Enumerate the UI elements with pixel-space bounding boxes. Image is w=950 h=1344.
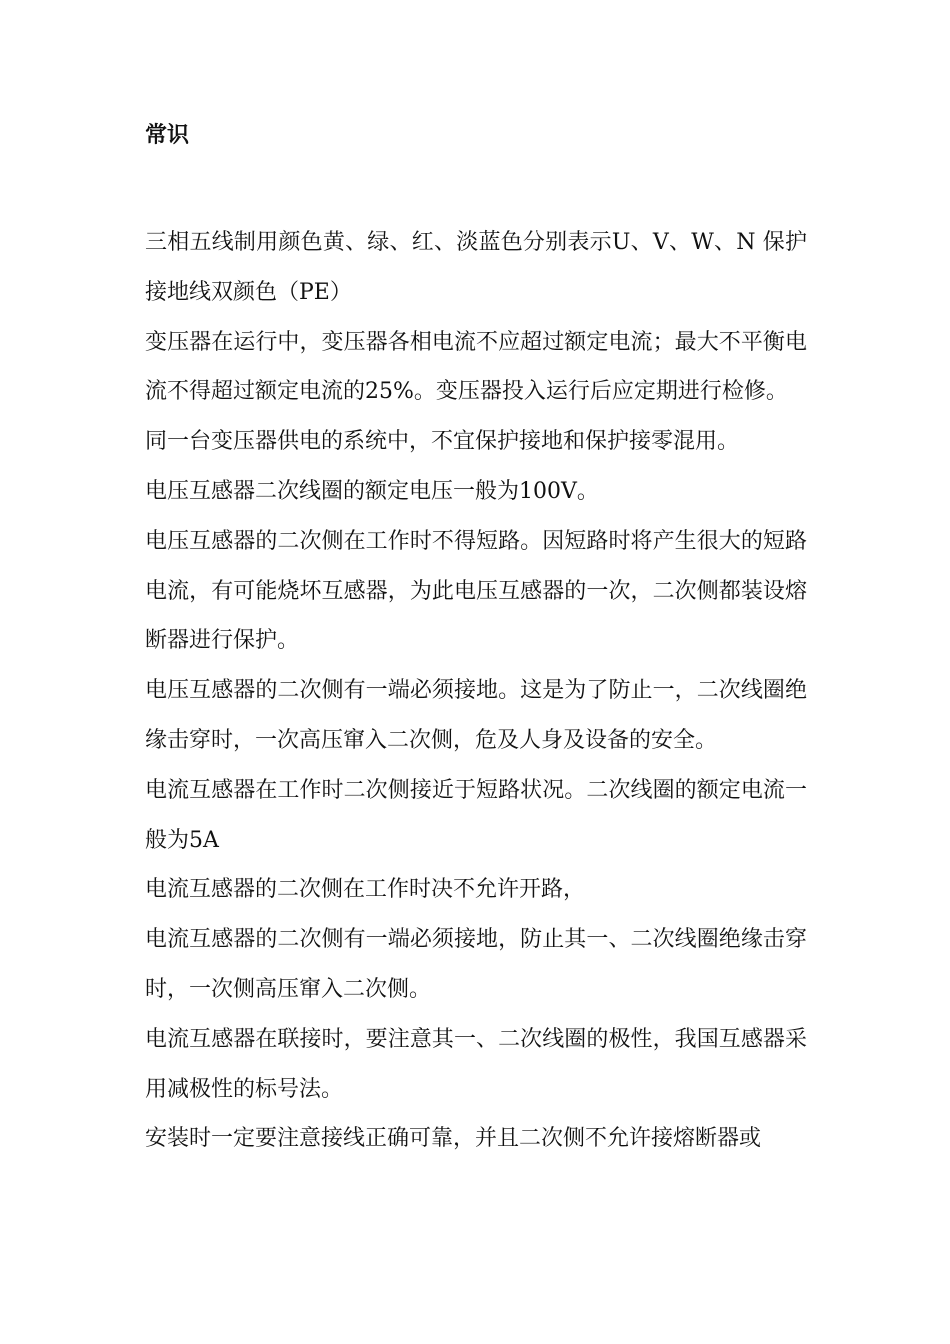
paragraph: 电流互感器在工作时二次侧接近于短路状况。二次线圈的额定电流一般为5A	[145, 777, 807, 853]
paragraph: 同一台变压器供电的系统中，不宜保护接地和保护接零混用。	[145, 429, 740, 455]
paragraph: 三相五线制用颜色黄、绿、红、淡蓝色分别表示U、V、W、N 保护接地线双颜色（PE）	[145, 230, 807, 305]
document-title: 常识	[145, 122, 190, 148]
paragraph: 电流互感器的二次侧在工作时决不允许开路，	[145, 877, 586, 903]
paragraph: 变压器在运行中，变压器各相电流不应超过额定电流；最大不平衡电流不得超过额定电流的25%。变压器投入运行后应定期进行检修。	[145, 329, 807, 405]
paragraph: 电压互感器的二次侧有一端必须接地。这是为了防止一，二次线圈绝缘击穿时，一次高压窜入二次侧，危及人身及设备的安全。	[145, 678, 807, 753]
paragraph: 安装时一定要注意接线正确可靠，并且二次侧不允许接熔断器或	[145, 1126, 762, 1152]
paragraph: 电流互感器在联接时，要注意其一、二次线圈的极性，我国互感器采用减极性的标号法。	[145, 1026, 807, 1102]
paragraph: 电压互感器的二次侧在工作时不得短路。因短路时将产生很大的短路电流，有可能烧坏互感器，为此电压互感器的一次，二次侧都装设熔断器进行保护。	[145, 528, 807, 654]
paragraph: 电压互感器二次线圈的额定电压一般为100V。	[145, 478, 599, 504]
paragraph: 电流互感器的二次侧有一端必须接地，防止其一、二次线圈绝缘击穿时，一次侧高压窜入二次侧。	[145, 927, 807, 1002]
document-body	[145, 218, 807, 1164]
